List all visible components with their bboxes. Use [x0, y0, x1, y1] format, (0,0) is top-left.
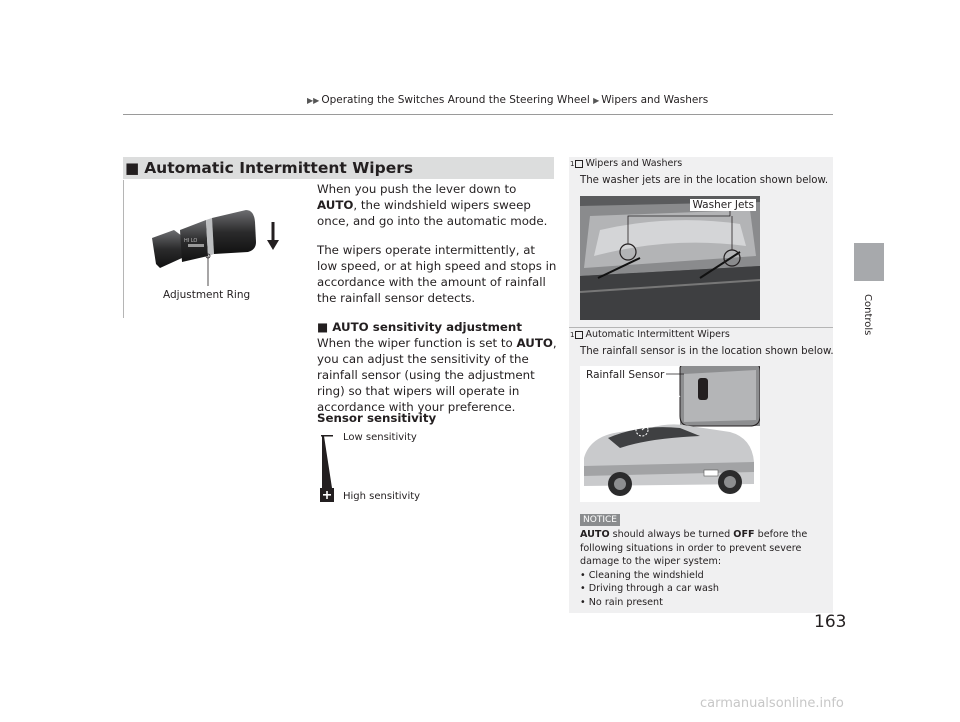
header-divider [123, 114, 833, 115]
para1-auto: AUTO [317, 198, 354, 212]
para3-text-end: , you can adjust the sensitivity of the rainfall sensor (using the adjustment ring) so that wipers will operate in accordance with your preference. [317, 336, 557, 414]
para3-text: When the wiper function is set to [317, 336, 517, 350]
note-heading-auto-wipers [570, 329, 730, 340]
notice-bullet: • Driving through a car wash [580, 583, 719, 594]
section-title: Automatic Intermittent Wipers [144, 159, 414, 177]
low-sensitivity-label: Low sensitivity [343, 432, 417, 443]
breadcrumb-arrow-icon: ▶ [593, 96, 600, 105]
breadcrumb-item-1[interactable]: Operating the Switches Around the Steering Wheel [321, 94, 590, 106]
breadcrumb-arrow-icon: ▶▶ [307, 96, 320, 105]
washer-jets-photo [580, 196, 760, 320]
notice-text-end: before the following situations in order to prevent severe damage to the wiper system: [580, 529, 808, 567]
notice-text-mid: should always be turned [609, 529, 734, 540]
notice-bullet-text: No rain present [588, 596, 663, 608]
paragraph-3 [317, 335, 557, 415]
notice-bullet-text: Driving through a car wash [588, 583, 719, 594]
rainfall-sensor-label: Rainfall Sensor [586, 369, 665, 381]
note-title[interactable]: Wipers and Washers [585, 158, 683, 169]
washer-jets-label: Washer Jets [692, 199, 754, 211]
wiper-lever-icon [124, 180, 306, 290]
chapter-label[interactable]: Controls [862, 294, 873, 336]
page-number: 163 [814, 612, 847, 632]
paragraph-1 [317, 181, 557, 229]
paragraph-2: The wipers operate intermittently, at low speed, or at high speed and stops in accordance with the amount of rainfall the rainfall sensor detects. [317, 243, 557, 305]
adjustment-ring-label: Adjustment Ring [163, 289, 251, 301]
note-box-icon [575, 331, 583, 339]
note-number: 1 [570, 330, 575, 339]
square-bullet-icon: ■ [317, 320, 329, 334]
chapter-tab [854, 243, 884, 281]
sub-heading-text: AUTO sensitivity adjustment [332, 320, 522, 334]
note-box-icon [575, 160, 583, 168]
para3-auto: AUTO [516, 336, 553, 350]
notice-bullet: • Cleaning the windshield [580, 569, 704, 581]
notice-bullet: • No rain present [580, 596, 663, 608]
rainfall-sensor-photo [580, 366, 760, 502]
notice-bullet-text: Cleaning the windshield [588, 569, 704, 581]
notice-badge: NOTICE [580, 514, 620, 526]
notice-auto: AUTO [580, 529, 610, 540]
note-title[interactable]: Automatic Intermittent Wipers [585, 329, 730, 340]
section-heading [123, 157, 554, 179]
sidebar-divider [569, 327, 833, 328]
sub-heading [317, 320, 522, 334]
notice-off: OFF [733, 529, 755, 540]
sensor-sensitivity-label: Sensor sensitivity [317, 411, 437, 425]
para1-text: When you push the lever down to [317, 182, 517, 196]
car-image-icon [580, 366, 760, 502]
note-text-1: The washer jets are in the location shown below. [580, 175, 829, 186]
high-sensitivity-label: High sensitivity [343, 491, 421, 502]
breadcrumb-item-2[interactable]: Wipers and Washers [601, 94, 709, 106]
note-number: 1 [570, 159, 575, 168]
windshield-image-icon [580, 196, 760, 320]
note-heading-wipers [570, 158, 682, 169]
notice-text [580, 528, 820, 609]
watermark: carmanualsonline.info [700, 696, 844, 711]
breadcrumb [307, 94, 708, 106]
svg-text:HI LO: HI LO [184, 238, 198, 244]
para1-text-end: , the windshield wipers sweep once, and go into the automatic mode. [317, 198, 548, 228]
note-text-2: The rainfall sensor is in the location shown below. [580, 346, 834, 357]
sensitivity-scale-icon [320, 432, 334, 502]
square-bullet-icon: ■ [125, 158, 140, 177]
